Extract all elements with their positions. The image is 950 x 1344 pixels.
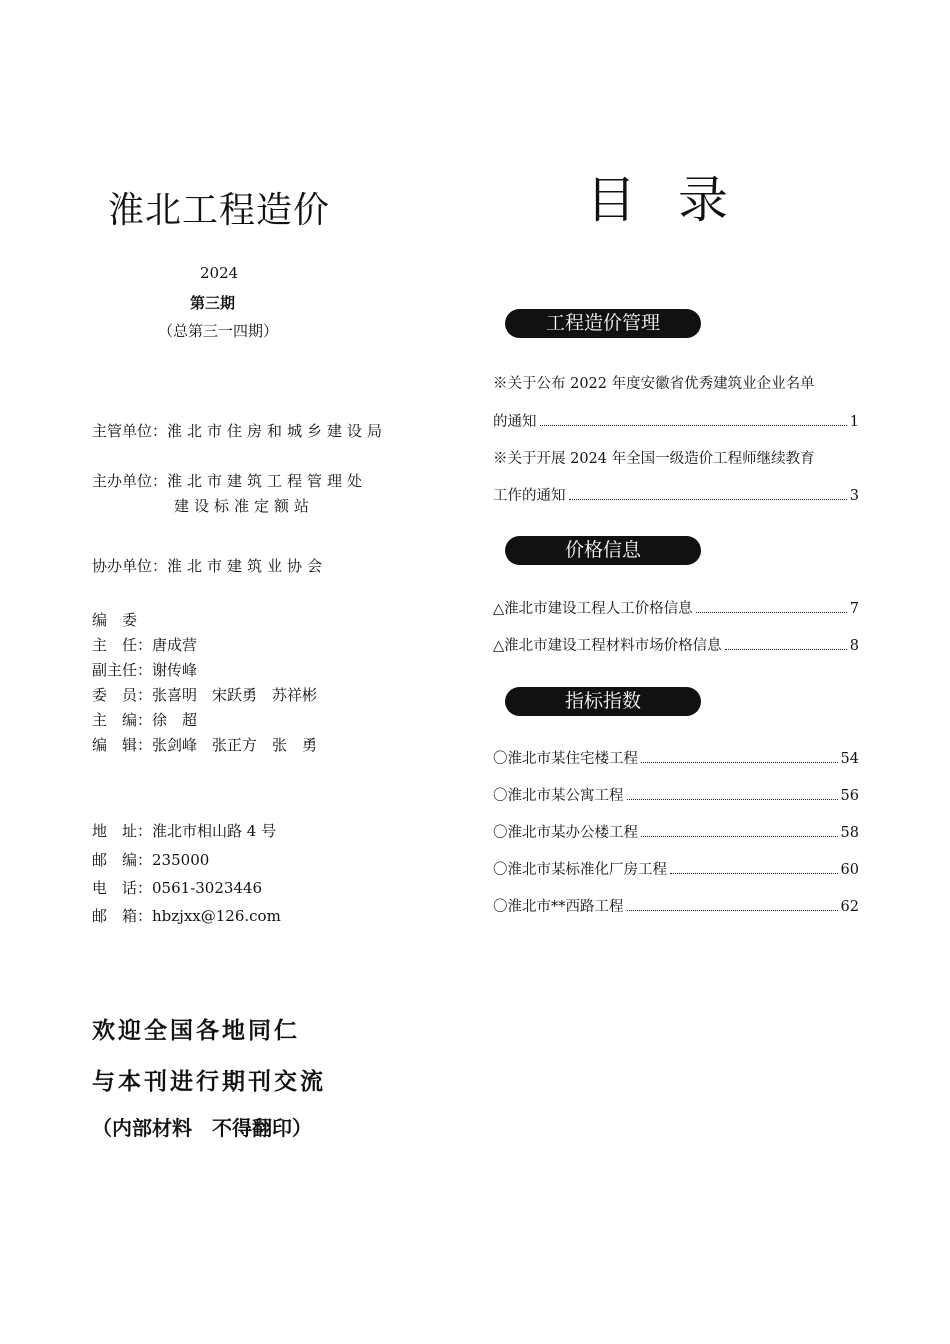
- contact-address: 淮北市相山路 4 号: [152, 822, 277, 840]
- toc-entry[interactable]: [493, 895, 859, 916]
- toc-entry-page: 3: [849, 488, 859, 504]
- sponsor-value-line1: 淮北市建筑工程管理处: [167, 472, 368, 490]
- toc-entry-page: 62: [840, 899, 859, 915]
- issue-total-number: （总第三一四期）: [158, 322, 279, 340]
- dot-leader: [627, 799, 838, 800]
- toc-entry-text: △淮北市建设工程人工价格信息: [493, 601, 693, 617]
- welcome-line-2: 与本刊进行期刊交流: [92, 1068, 326, 1095]
- editorial-heading: 编 委: [92, 611, 138, 629]
- editorial-member-label: 编 辑：: [92, 736, 153, 754]
- issue-number: 第三期: [190, 294, 236, 312]
- sponsor-value-line2: 建设标准定额站: [174, 497, 315, 515]
- co-organizer-value: 淮北市建筑业协会: [167, 557, 328, 575]
- toc-entry-text: 〇淮北市某标准化厂房工程: [493, 862, 667, 878]
- toc-entry-page: 56: [840, 788, 859, 804]
- toc-entry-page: 1: [849, 414, 859, 430]
- toc-entry[interactable]: [493, 821, 859, 842]
- supervisor-label: 主管单位：: [92, 422, 168, 440]
- toc-entry[interactable]: [493, 410, 859, 431]
- contact-email-row: [92, 905, 281, 926]
- contact-label: 邮 编：: [92, 851, 153, 869]
- dot-leader: [641, 836, 838, 837]
- dot-leader: [725, 649, 847, 650]
- contact-label: 地 址：: [92, 822, 153, 840]
- toc-entry-page: 8: [849, 638, 859, 654]
- toc-entry-page: 58: [840, 825, 859, 841]
- contact-postcode-row: [92, 849, 209, 870]
- editorial-member-row: [92, 709, 197, 730]
- dot-leader: [641, 762, 838, 763]
- internal-notice: （内部材料 不得翻印）: [92, 1116, 312, 1140]
- toc-entry-page: 54: [840, 751, 859, 767]
- toc-entry[interactable]: [493, 597, 859, 618]
- toc-section-pill: 指标指数: [505, 687, 701, 716]
- toc-entry-text: 的通知: [493, 414, 537, 430]
- toc-entry-line1[interactable]: ※关于公布 2022 年度安徽省优秀建筑业企业名单: [493, 376, 815, 392]
- welcome-line-1: 欢迎全国各地同仁: [92, 1017, 300, 1044]
- toc-entry[interactable]: [493, 784, 859, 805]
- toc-entry-text: 〇淮北市某公寓工程: [493, 788, 624, 804]
- supervisor-row: [92, 420, 387, 441]
- toc-entry-text: △淮北市建设工程材料市场价格信息: [493, 638, 722, 654]
- editorial-member-row: [92, 659, 197, 680]
- co-organizer-row: [92, 555, 327, 576]
- toc-entry-line1[interactable]: ※关于开展 2024 年全国一级造价工程师继续教育: [493, 451, 815, 467]
- editorial-member-value: 张剑峰 张正方 张 勇: [152, 736, 318, 754]
- dot-leader: [696, 612, 847, 613]
- toc-entry-page: 7: [849, 601, 859, 617]
- co-organizer-label: 协办单位：: [92, 557, 168, 575]
- toc-entry[interactable]: [493, 484, 859, 505]
- magazine-title: 淮北工程造价: [108, 190, 331, 231]
- toc-entry-text: 〇淮北市某办公楼工程: [493, 825, 638, 841]
- contact-phone: 0561-3023446: [152, 879, 263, 897]
- sponsor-label: 主办单位：: [92, 472, 168, 490]
- editorial-member-label: 副主任：: [92, 661, 153, 679]
- editorial-member-row: [92, 634, 197, 655]
- toc-entry-text: 工作的通知: [493, 488, 566, 504]
- toc-entry-text: 〇淮北市某住宅楼工程: [493, 751, 638, 767]
- toc-entry[interactable]: [493, 634, 859, 655]
- issue-year: 2024: [200, 264, 239, 282]
- editorial-member-row: [92, 684, 317, 705]
- editorial-member-value: 唐成营: [152, 636, 198, 654]
- contact-email: hbzjxx@126.com: [152, 907, 281, 925]
- editorial-member-row: [92, 734, 317, 755]
- contact-address-row: [92, 820, 276, 841]
- dot-leader: [627, 910, 838, 911]
- toc-entry-text: 〇淮北市**西路工程: [493, 899, 624, 915]
- editorial-member-label: 委 员：: [92, 686, 153, 704]
- contact-label: 电 话：: [92, 879, 153, 897]
- toc-entry[interactable]: [493, 747, 859, 768]
- dot-leader: [569, 499, 847, 500]
- dot-leader: [670, 873, 838, 874]
- editorial-member-value: 张喜明 宋跃勇 苏祥彬: [152, 686, 318, 704]
- toc-section-pill: 价格信息: [505, 536, 701, 565]
- editorial-member-value: 谢传峰: [152, 661, 198, 679]
- dot-leader: [540, 425, 847, 426]
- toc-section-pill: 工程造价管理: [505, 309, 701, 338]
- editorial-member-value: 徐 超: [152, 711, 198, 729]
- contact-label: 邮 箱：: [92, 907, 153, 925]
- sponsor-row: [92, 470, 367, 491]
- toc-entry[interactable]: [493, 858, 859, 879]
- toc-heading: 目录: [586, 171, 770, 229]
- editorial-member-label: 主 任：: [92, 636, 153, 654]
- contact-postcode: 235000: [152, 851, 210, 869]
- toc-entry-page: 60: [840, 862, 859, 878]
- contact-phone-row: [92, 877, 262, 898]
- supervisor-value: 淮北市住房和城乡建设局: [167, 422, 388, 440]
- editorial-member-label: 主 编：: [92, 711, 153, 729]
